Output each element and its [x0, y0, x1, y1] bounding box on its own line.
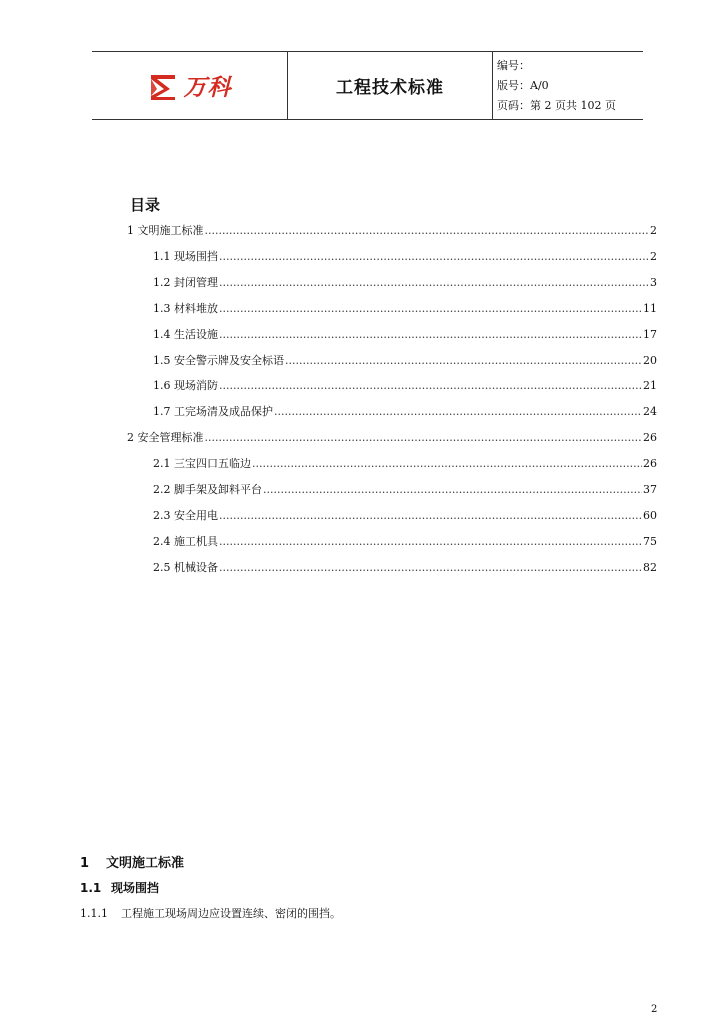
toc-entry-label: 1.3 材料堆放	[153, 302, 218, 315]
toc-entry-page: 20	[643, 354, 657, 367]
toc-entry-page: 60	[643, 509, 657, 522]
toc-entry[interactable]	[153, 559, 657, 575]
page-field: 页码：第 2 页共 102 页	[497, 99, 616, 112]
toc-entry[interactable]	[127, 429, 657, 445]
toc-leader-dots	[219, 535, 642, 548]
toc-entry-label: 1.2 封闭管理	[153, 276, 218, 289]
toc-entry[interactable]	[153, 481, 657, 497]
toc-entry-page: 2	[650, 224, 657, 237]
clause-text: 工程施工现场周边应设置连续、密闭的围挡。	[121, 907, 341, 920]
toc-entry[interactable]	[153, 533, 657, 549]
toc-entry-label: 2.1 三宝四口五临边	[153, 457, 251, 470]
toc-entry[interactable]	[153, 326, 657, 342]
vanke-logo-icon	[148, 71, 178, 101]
toc-leader-dots	[219, 302, 642, 315]
toc-entry-label: 1.4 生活设施	[153, 328, 218, 341]
toc-entry-page: 26	[643, 431, 657, 444]
section-heading-2	[80, 879, 159, 896]
toc-entry-label: 2.2 脚手架及卸料平台	[153, 483, 262, 496]
toc-entry-page: 26	[643, 457, 657, 470]
toc-entry[interactable]	[153, 403, 657, 419]
section-number: 1	[80, 856, 90, 871]
clause-paragraph	[80, 905, 341, 921]
toc-leader-dots	[274, 405, 642, 418]
footer-page-number: 2	[651, 1004, 658, 1015]
toc-entry[interactable]	[153, 455, 657, 471]
section-heading-1	[80, 852, 184, 871]
toc-entry-label: 2.3 安全用电	[153, 509, 218, 522]
toc-entry-label: 1.7 工完场清及成品保护	[153, 405, 273, 418]
toc-entry-page: 21	[643, 379, 657, 392]
toc-entry-label: 1.1 现场围挡	[153, 250, 218, 263]
toc-entry-page: 82	[643, 561, 657, 574]
subsection-title: 现场围挡	[111, 881, 160, 895]
toc-entry[interactable]	[153, 507, 657, 523]
toc-leader-dots	[205, 431, 643, 444]
toc-entry-page: 37	[643, 483, 657, 496]
document-title: 工程技术标准	[336, 78, 444, 98]
toc-leader-dots	[219, 276, 649, 289]
code-field: 编号：	[497, 59, 530, 72]
company-logo	[148, 69, 232, 102]
version-field: 版号：A/0	[497, 79, 549, 92]
meta-cell	[493, 52, 643, 119]
toc-entry[interactable]	[153, 274, 657, 290]
toc-entry-label: 2 安全管理标准	[127, 431, 204, 444]
toc-leader-dots	[219, 509, 642, 522]
toc-leader-dots	[252, 457, 642, 470]
toc-heading: 目录	[130, 196, 161, 214]
toc-entry-label: 1 文明施工标准	[127, 224, 204, 237]
toc-entry-page: 11	[643, 302, 657, 315]
toc-entry-label: 2.5 机械设备	[153, 561, 218, 574]
toc-entry-page: 2	[650, 250, 657, 263]
toc-entry-label: 1.6 现场消防	[153, 379, 218, 392]
toc-entry[interactable]	[127, 222, 657, 238]
toc-entry[interactable]	[153, 377, 657, 393]
toc-entry-page: 3	[650, 276, 657, 289]
page-header	[92, 51, 643, 120]
toc-entry[interactable]	[153, 352, 657, 368]
toc-leader-dots	[219, 328, 642, 341]
toc-leader-dots	[219, 561, 642, 574]
subsection-number: 1.1	[80, 881, 102, 895]
toc-entry[interactable]	[153, 248, 657, 264]
toc-leader-dots	[219, 379, 642, 392]
toc-entry-page: 17	[643, 328, 657, 341]
toc-entry[interactable]	[153, 300, 657, 316]
logo-cell	[92, 52, 288, 119]
toc-entry-page: 75	[643, 535, 657, 548]
toc-entry-label: 2.4 施工机具	[153, 535, 218, 548]
toc-leader-dots	[285, 354, 642, 367]
toc-leader-dots	[263, 483, 642, 496]
clause-number: 1.1.1	[80, 907, 108, 920]
title-cell	[288, 52, 493, 119]
toc-entry-page: 24	[643, 405, 657, 418]
toc-leader-dots	[219, 250, 649, 263]
section-title: 文明施工标准	[106, 856, 185, 871]
logo-text: 万科	[183, 75, 232, 101]
toc-leader-dots	[205, 224, 650, 237]
toc-entry-label: 1.5 安全警示牌及安全标语	[153, 354, 284, 367]
